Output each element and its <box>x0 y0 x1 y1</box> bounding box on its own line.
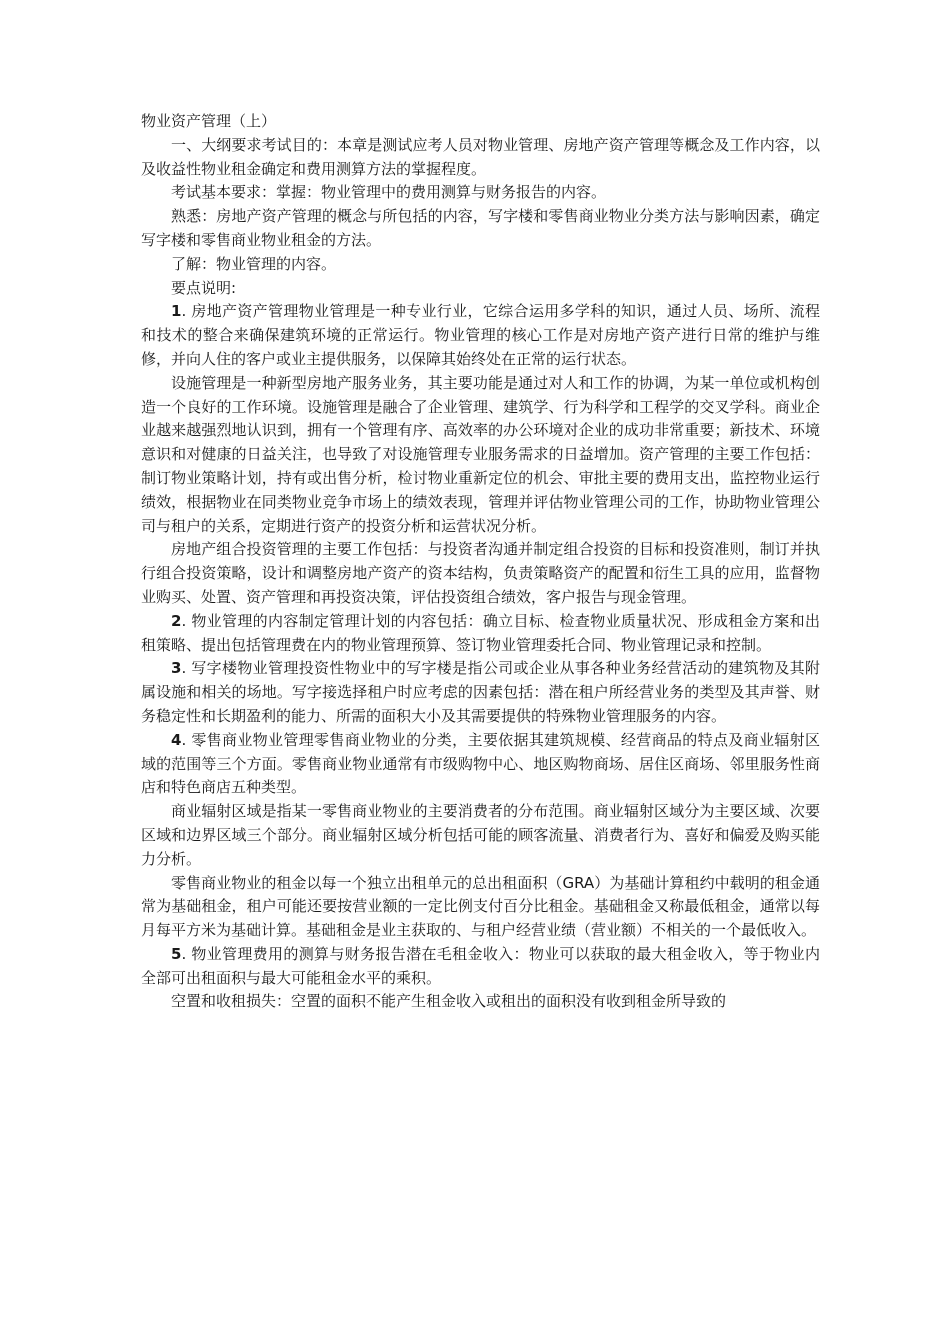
paragraph <box>141 990 820 1014</box>
paragraph-text: 空置和收租损失：空置的面积不能产生租金收入或租出的面积没有收到租金所导致的 <box>171 992 727 1011</box>
paragraph <box>141 205 820 253</box>
paragraph <box>141 657 820 728</box>
document-body <box>141 110 820 1014</box>
paragraph <box>141 538 820 609</box>
section-number: 5 <box>171 944 182 963</box>
paragraph-text: . 物业管理费用的测算与财务报告潜在毛租金收入：物业可以获取的最大租金收入，等于物业内全部可出租面积与最大可能租金水平的乘积。 <box>141 944 820 987</box>
paragraph-text: . 物业管理的内容制定管理计划的内容包括：确立目标、检查物业质量状况、形成租金方案和出租策略、提出包括管理费在内的物业管理预算、签订物业管理委托合同、物业管理记录和控制。 <box>141 611 820 654</box>
paragraph <box>141 800 820 871</box>
paragraph-text: 商业辐射区域是指某一零售商业物业的主要消费者的分布范围。商业辐射区域分为主要区域、次要区域和边界区域三个部分。商业辐射区域分析包括可能的顾客流量、消费者行为、喜好和偏爱及购买能力分析。 <box>141 802 820 868</box>
paragraph-text: 设施管理是一种新型房地产服务业务，其主要功能是通过对人和工作的协调，为某一单位或机构创造一个良好的工作环境。设施管理是融合了企业管理、建筑学、行为科学和工程学的交叉学科。商业企业越来越强烈地认识到，拥有一个管理有序、高效率的办公环境对企业的成功非常重要；新技术、环境意识和对健康的日益关注，也导致了对设施管理专业服务需求的日益增加。资产管理的主要工作包括：制订物业策略计划，持有或出售分析，检讨物业重新定位的机会、审批主要的费用支出，监控物业运行绩效，根据物业在同类物业竞争市场上的绩效表现，管理并评估物业管理公司的工作，协助物业管理公司与租户的关系，定期进行资产的投资分析和运营状况分析。 <box>141 373 820 535</box>
paragraph <box>141 943 820 991</box>
paragraph-text: 了解：物业管理的内容。 <box>171 254 337 273</box>
paragraph-text: 一、大纲要求考试目的：本章是测试应考人员对物业管理、房地产资产管理等概念及工作内容，以及收益性物业租金确定和费用测算方法的掌握程度。 <box>141 135 820 178</box>
section-number: 3 <box>171 659 182 678</box>
paragraph-text: 熟悉：房地产资产管理的概念与所包括的内容，写字楼和零售商业物业分类方法与影响因素，确定写字楼和零售商业物业租金的方法。 <box>141 207 820 249</box>
paragraph-text: 零售商业物业的租金以每一个独立出租单元的总出租面积（GRA）为基础计算租约中载明的租金通常为基础租金，租户可能还要按营业额的一定比例支付百分比租金。基础租金又称最低租金，通常以每月每平方米为基础计算。基础租金是业主获取的、与租户经营业绩（营业额）不相关的一个最低收入。 <box>141 873 820 940</box>
paragraph <box>141 181 820 205</box>
paragraph <box>141 277 820 301</box>
paragraph-text: . 房地产资产管理物业管理是一种专业行业，它综合运用多学科的知识，通过人员、场所、流程和技术的整合来确保建筑环境的正常运行。物业管理的核心工作是对房地产资产进行日常的维护与维修，并向人住的客户或业主提供服务，以保障其始终处在正常的运行状态。 <box>141 302 820 368</box>
paragraph <box>141 872 820 943</box>
paragraph-list <box>141 134 820 1014</box>
paragraph <box>141 300 820 371</box>
paragraph-text: 房地产组合投资管理的主要工作包括：与投资者沟通并制定组合投资的目标和投资准则，制订并执行组合投资策略，设计和调整房地产资产的资本结构，负责策略资产的配置和衍生工具的应用，监督物业购买、处置、资产管理和再投资决策，评估投资组合绩效，客户报告与现金管理。 <box>141 540 820 606</box>
paragraph <box>141 610 820 658</box>
document-title: 物业资产管理（上） <box>141 112 277 130</box>
paragraph-text: 要点说明: <box>171 278 237 297</box>
section-number: 2 <box>171 611 182 630</box>
paragraph-text: . 写字楼物业管理投资性物业中的写字楼是指公司或企业从事各种业务经营活动的建筑物及其附属设施和相关的场地。写字接选择租户时应考虑的因素包括：潜在租户所经营业务的类型及其声誉、财务稳定性和长期盈利的能力、所需的面积大小及其需要提供的特殊物业管理服务的内容。 <box>141 659 820 725</box>
section-number: 4 <box>171 730 182 749</box>
paragraph-text: 考试基本要求：掌握：物业管理中的费用测算与财务报告的内容。 <box>171 183 607 202</box>
paragraph <box>141 372 820 539</box>
paragraph <box>141 729 820 800</box>
paragraph-text: . 零售商业物业管理零售商业物业的分类，主要依据其建筑规模、经营商品的特点及商业辐射区域的范围等三个方面。零售商业物业通常有市级购物中心、地区购物商场、居住区商场、邻里服务性商店和特色商店五种类型。 <box>141 730 820 797</box>
paragraph <box>141 253 820 277</box>
paragraph <box>141 134 820 182</box>
section-number: 1 <box>171 302 182 321</box>
